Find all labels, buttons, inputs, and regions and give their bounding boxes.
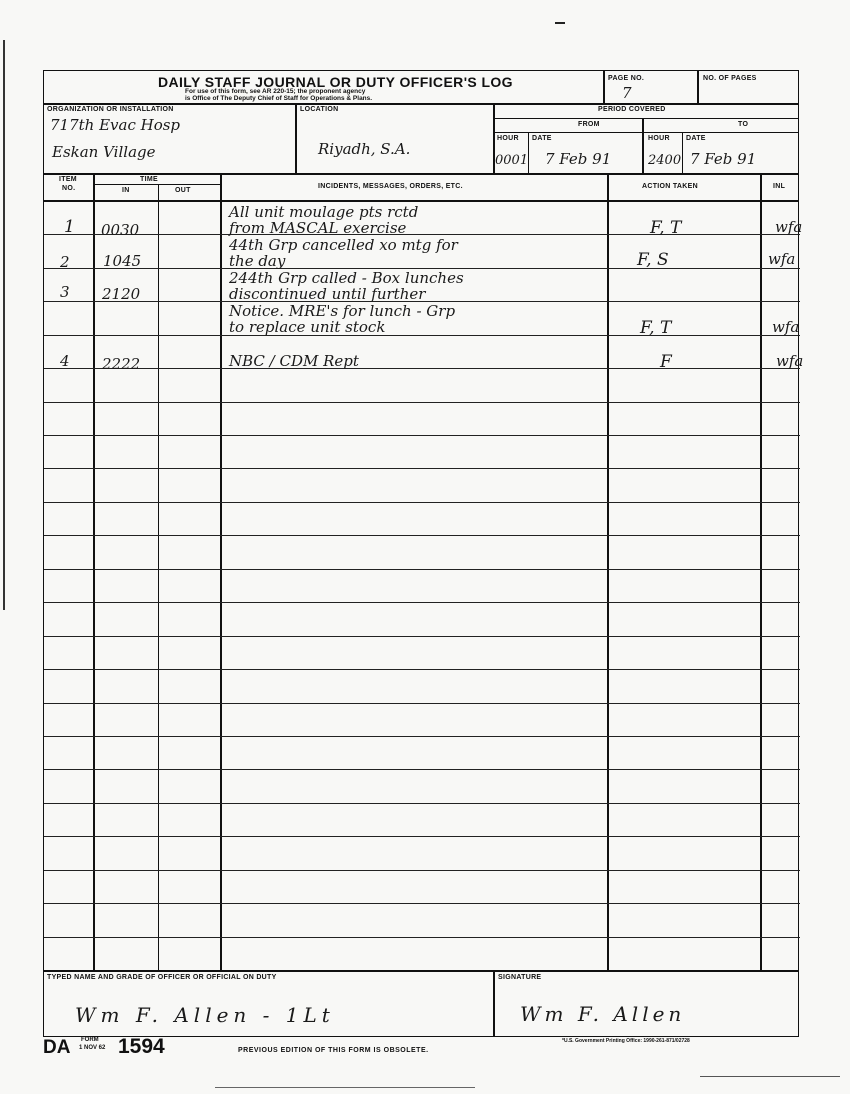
typed-name-value: Wm F. Allen - 1Lt <box>75 1003 335 1027</box>
item-no-label-2: NO. <box>62 185 76 192</box>
log-row-line <box>44 937 800 938</box>
form-subtitle-1: For use of this form, see AR 220-15; the proponent agency <box>185 88 366 95</box>
form-title: DAILY STAFF JOURNAL OR DUTY OFFICER'S LOG <box>158 74 513 90</box>
log-row-line <box>44 435 800 436</box>
log-row-line <box>44 569 800 570</box>
log-row-line <box>44 468 800 469</box>
typed-name-label: TYPED NAME AND GRADE OF OFFICER OR OFFICIAL ON DUTY <box>47 974 277 981</box>
entry-4-line-1: NBC / CDM Rept <box>229 352 359 370</box>
entry-1-line-2: from MASCAL exercise <box>229 219 407 237</box>
log-row-line <box>44 602 800 603</box>
entry-2-initials: wfa <box>768 250 796 268</box>
log-row-line <box>44 335 800 336</box>
entry-3-line-3: Notice. MRE's for lunch - Grp <box>229 302 456 320</box>
to-date-value: 7 Feb 91 <box>690 150 757 168</box>
scan-edge-mark <box>3 40 5 610</box>
entry-3-line-2: discontinued until further <box>229 285 426 303</box>
log-row-line <box>44 669 800 670</box>
location-label: LOCATION <box>300 106 339 113</box>
previous-edition-note: PREVIOUS EDITION OF THIS FORM IS OBSOLETE. <box>238 1047 429 1054</box>
log-row-line <box>44 703 800 704</box>
organization-line-1: 717th Evac Hosp <box>50 116 181 134</box>
entry-2-line-2: the day <box>229 252 286 270</box>
log-row-line <box>44 502 800 503</box>
to-hour-value: 2400 <box>648 153 682 168</box>
scan-bottom-line <box>215 1087 475 1088</box>
log-row-line <box>44 402 800 403</box>
entry-3-action: F, T <box>640 318 672 338</box>
signature: Wm F. Allen <box>520 1002 686 1026</box>
log-row-line <box>44 736 800 737</box>
action-taken-label: ACTION TAKEN <box>642 183 698 190</box>
from-label: FROM <box>578 121 600 128</box>
page-no-value: 7 <box>622 84 632 102</box>
from-date-label: DATE <box>532 135 552 142</box>
entry-2-action: F, S <box>637 250 669 270</box>
entry-3-time-in: 2120 <box>102 285 141 303</box>
form-word: FORM <box>81 1037 99 1043</box>
entry-3-line-4: to replace unit stock <box>229 318 386 336</box>
to-label: TO <box>738 121 749 128</box>
entry-3-item: 3 <box>60 283 70 301</box>
entry-1-line-1: All unit moulage pts rctd <box>229 203 419 221</box>
printing-office-note: *U.S. Government Printing Office: 1990-261-871/02728 <box>562 1038 690 1044</box>
item-no-label-1: ITEM <box>59 176 77 183</box>
entry-4-initials: wfa <box>776 352 804 370</box>
entry-4-time-in: 2222 <box>102 355 141 373</box>
signature-label: SIGNATURE <box>498 974 542 981</box>
entry-4-action: F <box>660 352 672 372</box>
entry-3-line-1: 244th Grp called - Box lunches <box>229 269 464 287</box>
log-row-line <box>44 368 800 369</box>
form-number: 1594 <box>118 1035 165 1058</box>
log-row-line <box>44 535 800 536</box>
scan-bottom-line-right <box>700 1076 840 1077</box>
entry-4-item: 4 <box>60 352 70 370</box>
time-out-label: OUT <box>175 187 191 194</box>
form-prefix: DA <box>43 1037 71 1058</box>
initials-label: INL <box>773 183 786 190</box>
entry-1-time-in: 0030 <box>101 221 140 239</box>
entry-2-line-1: 44th Grp cancelled xo mtg for <box>229 236 458 254</box>
organization-label: ORGANIZATION OR INSTALLATION <box>47 106 174 113</box>
entry-2-item: 2 <box>60 253 70 271</box>
incidents-label: INCIDENTS, MESSAGES, ORDERS, ETC. <box>318 183 463 190</box>
entry-1-item: 1 <box>64 217 75 237</box>
period-covered-label: PERIOD COVERED <box>598 106 666 113</box>
scan-dash <box>555 22 565 24</box>
log-row-line <box>44 836 800 837</box>
organization-line-2: Eskan Village <box>52 143 156 161</box>
entry-1-action: F, T <box>650 218 682 238</box>
log-row-line <box>44 903 800 904</box>
no-of-pages-label: NO. OF PAGES <box>703 75 757 82</box>
log-row-line <box>44 870 800 871</box>
location-value: Riyadh, S.A. <box>318 140 411 158</box>
from-hour-label: HOUR <box>497 135 519 142</box>
time-label: TIME <box>140 176 158 183</box>
to-date-label: DATE <box>686 135 706 142</box>
time-in-label: IN <box>122 187 130 194</box>
entry-2-time-in: 1045 <box>103 252 142 270</box>
from-date-value: 7 Feb 91 <box>545 150 612 168</box>
entry-3-initials: wfa <box>772 318 800 336</box>
log-row-line <box>44 636 800 637</box>
log-row-line <box>44 803 800 804</box>
form-subtitle-2: is Office of The Deputy Chief of Staff for Operations & Plans. <box>185 95 373 102</box>
to-hour-label: HOUR <box>648 135 670 142</box>
entry-1-initials: wfa <box>775 218 803 236</box>
form-date: 1 NOV 62 <box>79 1045 106 1051</box>
log-row-line <box>44 769 800 770</box>
page-no-label: PAGE NO. <box>608 75 645 82</box>
from-hour-value: 0001 <box>495 153 529 168</box>
